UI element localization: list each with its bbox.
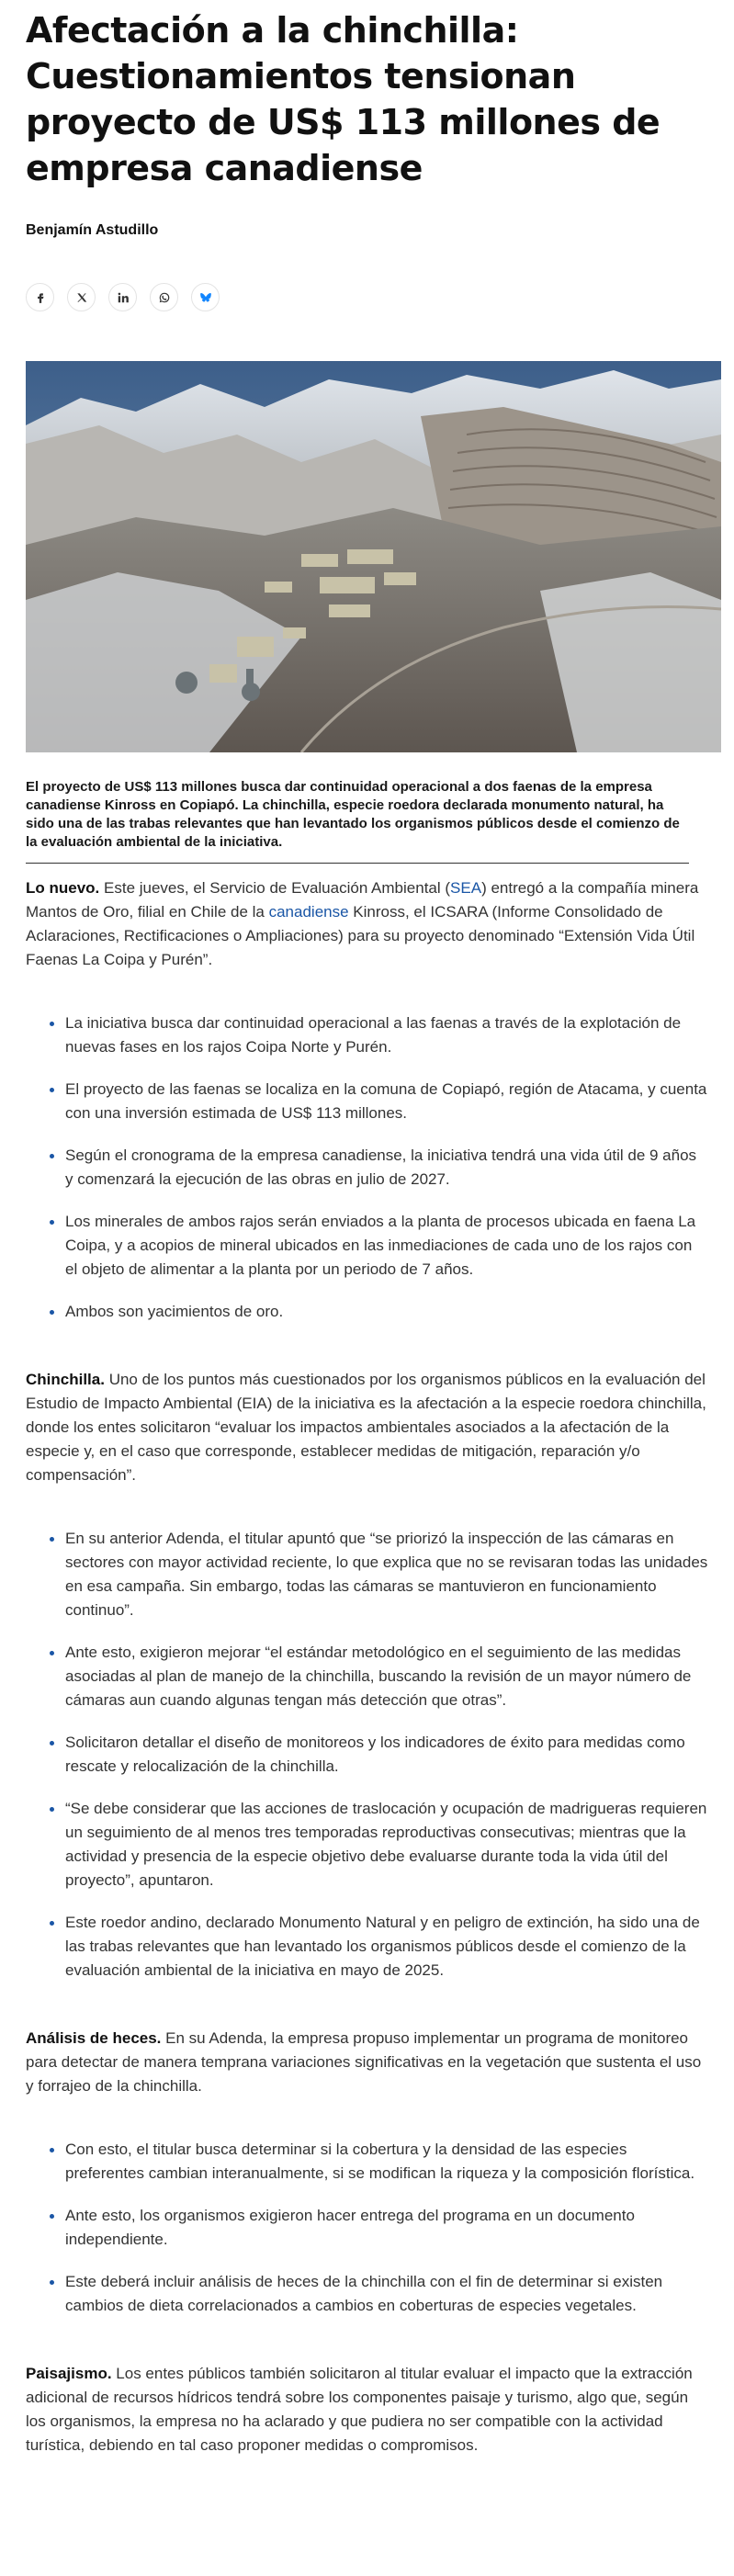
list-item: El proyecto de las faenas se localiza en la comuna de Copiapó, región de Atacama, y cuenta con una inversión estimada de US$ 113 millones.	[26, 1078, 708, 1125]
facebook-icon	[34, 291, 47, 304]
list-item: Ante esto, los organismos exigieron hacer entrega del programa en un documento independiente.	[26, 2204, 708, 2252]
bullet-list-3	[26, 2138, 724, 2318]
chinchilla-paragraph	[26, 1368, 709, 1487]
list-item: Los minerales de ambos rajos serán enviados a la planta de procesos ubicada en faena La Coipa, y a acopios de mineral ubicados en las inmediaciones de cada uno de los rajos con el objeto de alimentar a la planta por un periodo de 7 años.	[26, 1210, 708, 1282]
photo-caption: El proyecto de US$ 113 millones busca dar continuidad operacional a dos faenas de la empresa canadiense Kinross en Copiapó. La chinchilla, especie roedora declarada monumento natural, ha sido una de las trabas relevantes que han levantado los organismos públicos desde el comienzo de la evaluación ambiental de la iniciativa.	[26, 778, 689, 864]
share-bar	[26, 283, 724, 311]
linkedin-icon	[117, 291, 130, 304]
paisajismo-text: Los entes públicos también solicitaron al titular evaluar el impacto que la extracción adicional de recursos hídricos tendrá sobre los componentes paisaje y turismo, algo que, según los organismos, la empresa no ha aclarado y que pudiera no ser compatible con la actividad turística, debiendo en tal caso proponer medidas o compromisos.	[26, 2365, 693, 2454]
list-item: Según el cronograma de la empresa canadiense, la iniciativa tendrá una vida útil de 9 años y comenzará la ejecución de las obras en julio de 2027.	[26, 1144, 708, 1192]
list-item: Este deberá incluir análisis de heces de la chinchilla con el fin de determinar si existen cambios de dieta correlacionados a cambios en coberturas de especies vegetales.	[26, 2270, 708, 2318]
canadiense-link[interactable]: canadiense	[268, 903, 349, 921]
bullet-list-1	[26, 1011, 724, 1324]
intro-text-3: Kinross, el ICSARA (Informe Consolidado de Aclaraciones, Rectificaciones o Ampliaciones) para su proyecto denominado “Extensión Vida Útil Faenas La Coipa y Purén”.	[26, 903, 695, 968]
mine-aerial-photo	[26, 361, 721, 752]
intro-paragraph	[26, 876, 709, 972]
paisajismo-lead: Paisajismo.	[26, 2365, 112, 2382]
x-share-button[interactable]	[67, 283, 96, 311]
whatsapp-icon	[158, 291, 171, 304]
list-item: Con esto, el titular busca determinar si la cobertura y la densidad de las especies preferentes cambian interanualmente, si se modifican la riqueza y la composición florística.	[26, 2138, 708, 2186]
list-item: “Se debe considerar que las acciones de traslocación y ocupación de madrigueras requieren un seguimiento de al menos tres temporadas reproductivas consecutivas; mientras que la actividad y presencia de la especie objetivo debe evaluarse durante toda la vida útil del proyecto”, apuntaron.	[26, 1797, 708, 1892]
intro-text-1: Este jueves, el Servicio de Evaluación Ambiental (	[99, 879, 451, 897]
article	[26, 7, 724, 2457]
whatsapp-share-button[interactable]	[150, 283, 178, 311]
list-item: La iniciativa busca dar continuidad operacional a las faenas a través de la explotación de nuevas fases en los rajos Coipa Norte y Purén.	[26, 1011, 708, 1059]
paisajismo-paragraph	[26, 2362, 709, 2457]
list-item: Ambos son yacimientos de oro.	[26, 1300, 708, 1324]
article-title: Afectación a la chinchilla: Cuestionamientos tensionan proyecto de US$ 113 millones de empresa canadiense	[26, 10, 661, 188]
list-item: Este roedor andino, declarado Monumento Natural y en peligro de extinción, ha sido una de las trabas relevantes que han levantado los organismos públicos desde el comienzo de la evaluación ambiental de la iniciativa en mayo de 2025.	[26, 1911, 708, 1983]
intro-lead: Lo nuevo.	[26, 879, 100, 897]
chinchilla-lead: Chinchilla.	[26, 1371, 105, 1388]
facebook-share-button[interactable]	[26, 283, 54, 311]
list-item: Ante esto, exigieron mejorar “el estándar metodológico en el seguimiento de las medidas asociadas al plan de manejo de la chinchilla, buscando la revisión de un mayor número de cámaras aun cuando algunas tengan más detección que otras”.	[26, 1641, 708, 1712]
heces-lead: Análisis de heces.	[26, 2029, 162, 2047]
bullet-list-2	[26, 1527, 724, 1983]
author-name[interactable]: Benjamín Astudillo	[26, 222, 159, 238]
list-item: Solicitaron detallar el diseño de monitoreos y los indicadores de éxito para medidas como rescate y relocalización de la chinchilla.	[26, 1731, 708, 1779]
heces-paragraph	[26, 2027, 709, 2098]
sea-link[interactable]: SEA	[450, 879, 482, 897]
heces-text: En su Adenda, la empresa propuso implementar un programa de monitoreo para detectar de manera temprana variaciones significativas en la vegetación que sustenta el uso y forrajeo de la chinchilla.	[26, 2029, 702, 2095]
list-item: En su anterior Adenda, el titular apuntó que “se priorizó la inspección de las cámaras en sectores con mayor actividad reciente, lo que explica que no se revisaran todas las unidades en esa campaña. Sin embargo, todas las cámaras se mantuvieron en funcionamiento continuo”.	[26, 1527, 708, 1622]
intro-text-2: ) entregó a la compañía minera Mantos de Oro, filial en Chile de la	[26, 879, 699, 921]
linkedin-share-button[interactable]	[108, 283, 137, 311]
x-icon	[75, 291, 88, 304]
chinchilla-text: Uno de los puntos más cuestionados por los organismos públicos en la evaluación del Estudio de Impacto Ambiental (EIA) de la iniciativa es la afectación a la especie roedora chinchilla, donde los entes solicitaron “evaluar los impactos ambientales asociados a la afectación de la especie y, en el caso que corresponde, establecer medidas de mitigación, reparación y/o compensación”.	[26, 1371, 706, 1484]
bluesky-share-button[interactable]	[191, 283, 220, 311]
bluesky-icon	[199, 291, 212, 304]
